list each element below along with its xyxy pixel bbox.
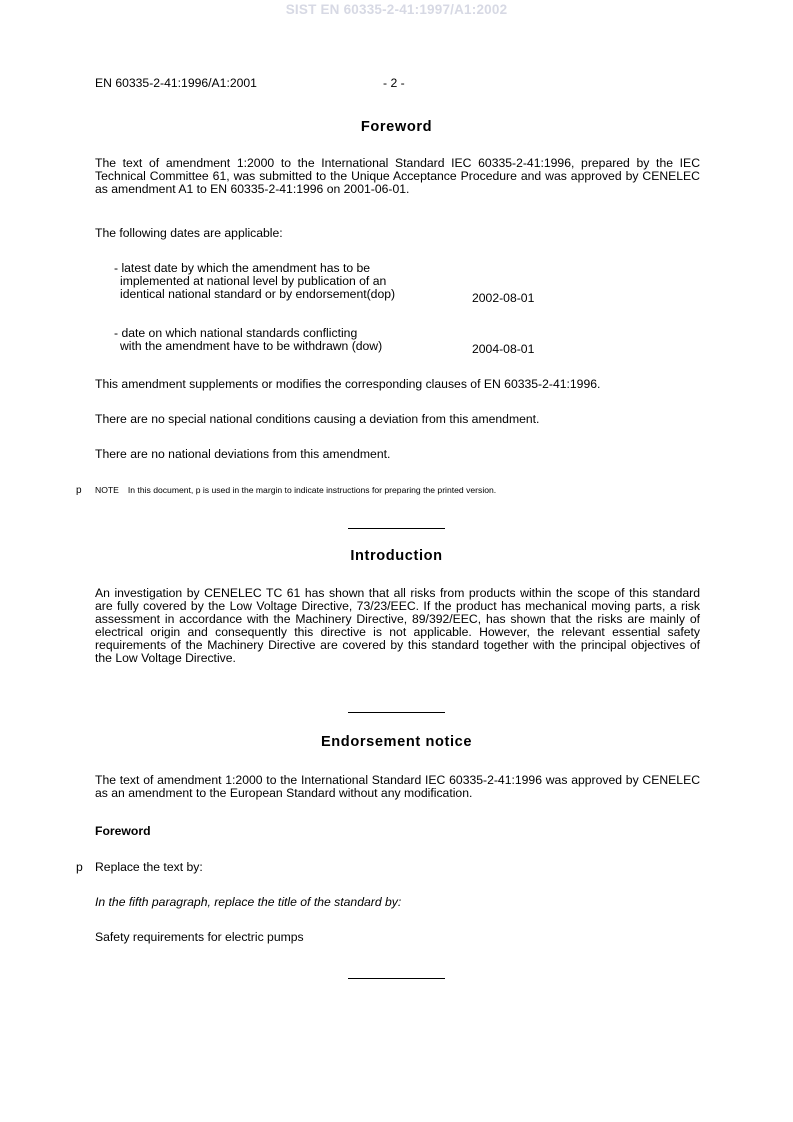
margin-marker-p: p xyxy=(76,860,83,874)
endorsement-heading: Endorsement notice xyxy=(320,734,473,750)
date-item-dop xyxy=(114,262,454,301)
endorsement-foreword-subheading: Foreword xyxy=(95,824,151,838)
date-value-dop: 2002-08-01 xyxy=(472,291,535,305)
introduction-paragraph: An investigation by CENELEC TC 61 has shown that all risks from products within the scope of this standard are fully covered by the Low Voltage Directive, 73/23/EEC. If the product has mechanical moving parts, a risk assessment in accordance with the Machinery Directive, 89/392/EEC, has shown that the risks are mainly of electrical origin and consequently this directive is not applicable. However, the relevant essential safety requirements of the Machinery Directive are covered by this standard together with the principal objectives of the Low Voltage Directive. xyxy=(95,586,700,665)
note xyxy=(95,484,496,497)
date-value-dow: 2004-08-01 xyxy=(472,342,535,356)
note-label: NOTE xyxy=(95,485,119,495)
date-item-line: identical national standard or by endorsement(dop) xyxy=(120,287,396,301)
special-conditions-paragraph: There are no special national conditions causing a deviation from this amendment. xyxy=(95,412,540,426)
page-number: - 2 - xyxy=(383,76,405,90)
margin-marker-p: p xyxy=(76,485,82,496)
document-id: EN 60335-2-41:1996/A1:2001 xyxy=(95,76,257,90)
section-divider xyxy=(348,528,445,529)
date-item-line: with the amendment have to be withdrawn (dow) xyxy=(120,339,383,353)
note-text: In this document, p is used in the margin to indicate instructions for preparing the printed version. xyxy=(127,485,497,495)
foreword-heading: Foreword xyxy=(360,119,433,135)
national-deviations-paragraph: There are no national deviations from this amendment. xyxy=(95,447,391,461)
foreword-intro-paragraph: The text of amendment 1:2000 to the International Standard IEC 60335-2-41:1996, prepared by the IEC Technical Committee 61, was submitted to the Unique Acceptance Procedure and was approved by CENELEC as amendment A1 to EN 60335-2-41:1996 on 2001-06-01. xyxy=(95,156,700,196)
date-item-line: - date on which national standards conflicting xyxy=(114,326,358,340)
date-item-dow xyxy=(114,327,454,353)
new-standard-title: Safety requirements for electric pumps xyxy=(95,930,304,944)
section-divider xyxy=(348,978,445,979)
section-divider xyxy=(348,712,445,713)
supplements-paragraph: This amendment supplements or modifies the corresponding clauses of EN 60335-2-41:1996. xyxy=(95,377,601,391)
introduction-heading: Introduction xyxy=(350,548,443,564)
watermark: SIST EN 60335-2-41:1997/A1:2002 xyxy=(285,2,508,17)
dates-intro: The following dates are applicable: xyxy=(95,226,283,240)
date-item-line: - latest date by which the amendment has to be xyxy=(114,261,371,275)
italic-instruction: In the fifth paragraph, replace the title of the standard by: xyxy=(95,895,402,909)
replace-instruction: Replace the text by: xyxy=(95,860,203,874)
endorsement-paragraph: The text of amendment 1:2000 to the International Standard IEC 60335-2-41:1996 was approved by CENELEC as an amendment to the European Standard without any modification. xyxy=(95,773,700,800)
date-item-line: implemented at national level by publication of an xyxy=(120,274,387,288)
